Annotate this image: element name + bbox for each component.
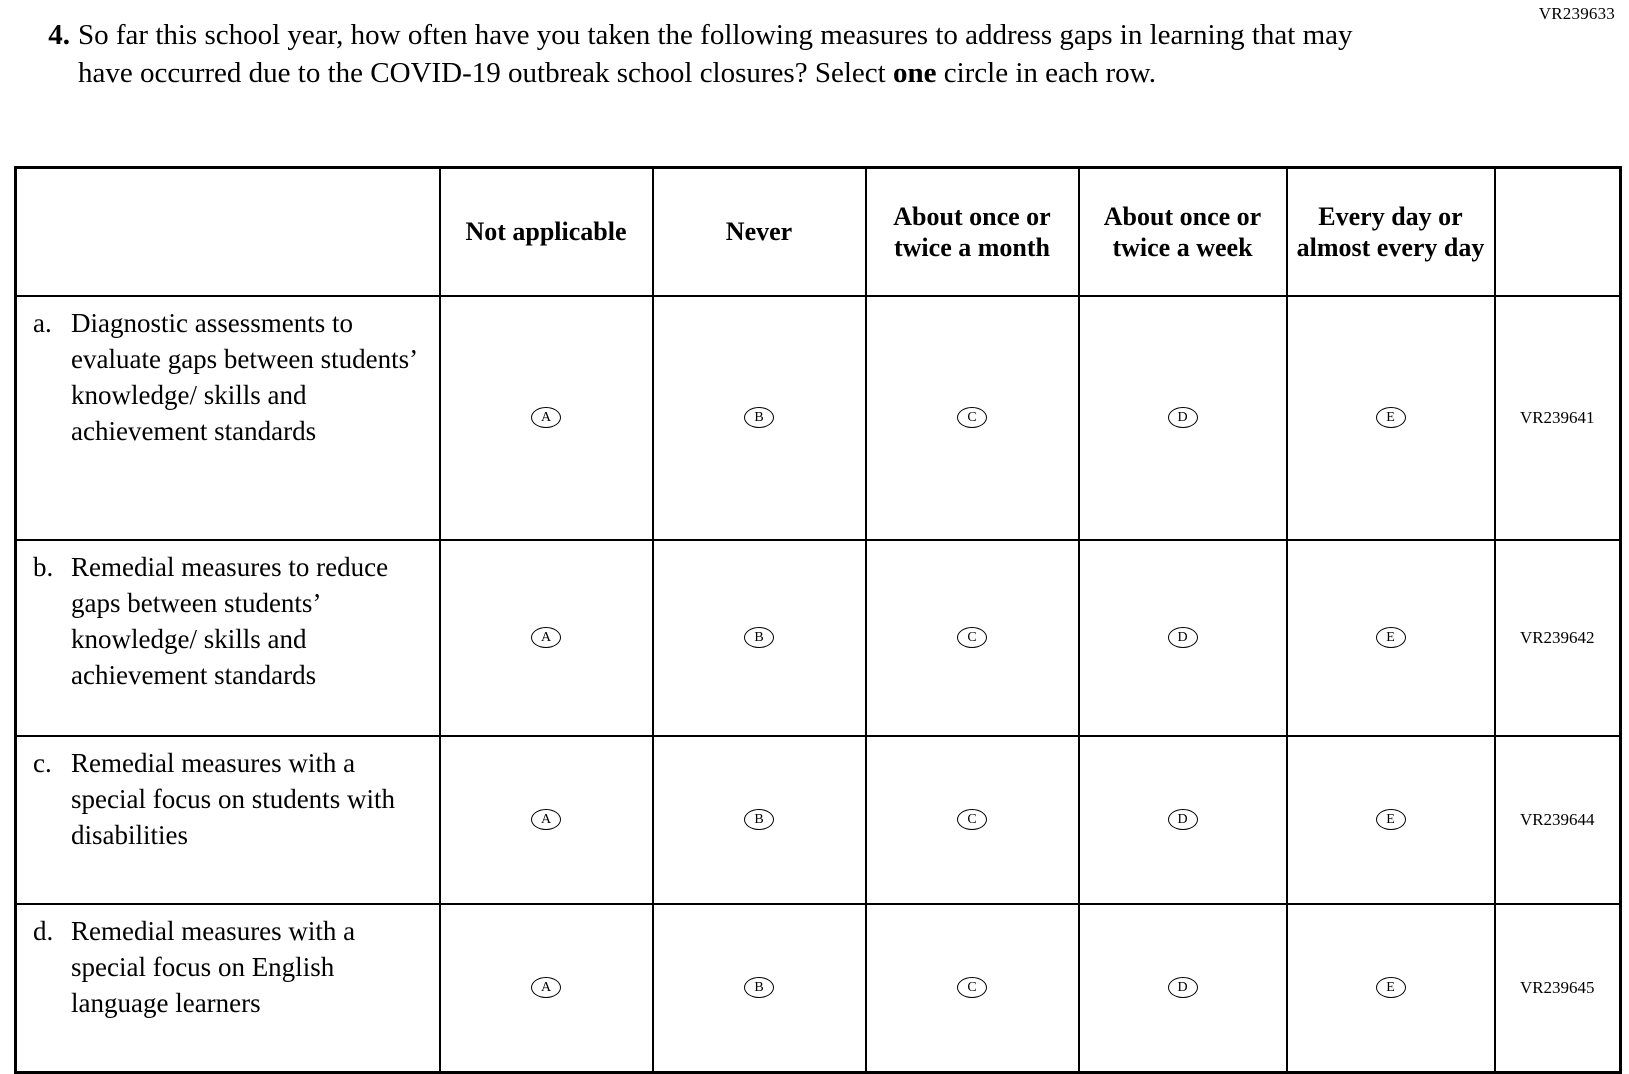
radio-bubble-a-B[interactable]: B (744, 407, 774, 428)
row-text-a: Diagnostic assessments to evaluate gaps between students’ knowledge/ skills and achievement standards (71, 307, 417, 446)
option-cell-d-3[interactable] (866, 904, 1079, 1073)
option-cell-c-1[interactable] (440, 736, 653, 904)
header-not-applicable: Not applicable (440, 168, 653, 296)
option-cell-c-2[interactable] (653, 736, 866, 904)
radio-bubble-b-B[interactable]: B (744, 627, 774, 648)
row-variable-id-b: VR239642 (1495, 540, 1621, 736)
header-row (16, 168, 1621, 296)
row-stem-b (16, 540, 440, 736)
header-never: Never (653, 168, 866, 296)
question-number: 4. (48, 19, 70, 51)
option-cell-c-5[interactable] (1287, 736, 1495, 904)
question-text-part2: circle in each row. (936, 57, 1156, 89)
row-letter-d: d. (33, 915, 54, 946)
matrix-body (16, 296, 1621, 1073)
row-text-c: Remedial measures with a special focus on students with disabilities (71, 747, 395, 850)
header-blank-right (1495, 168, 1621, 296)
option-cell-a-4[interactable] (1079, 296, 1287, 540)
option-cell-a-2[interactable] (653, 296, 866, 540)
radio-bubble-c-E[interactable]: E (1376, 809, 1406, 830)
radio-bubble-b-E[interactable]: E (1376, 627, 1406, 648)
row-stem-c (16, 736, 440, 904)
row-text-d: Remedial measures with a special focus on English language learners (71, 915, 356, 1018)
option-cell-b-1[interactable] (440, 540, 653, 736)
option-cell-d-2[interactable] (653, 904, 866, 1073)
table-row (16, 296, 1621, 540)
radio-bubble-a-D[interactable]: D (1168, 407, 1198, 428)
radio-bubble-d-B[interactable]: B (744, 977, 774, 998)
row-letter-b: b. (33, 551, 54, 582)
option-cell-d-1[interactable] (440, 904, 653, 1073)
question-text (78, 16, 1398, 92)
option-cell-a-3[interactable] (866, 296, 1079, 540)
radio-bubble-b-A[interactable]: A (531, 627, 561, 648)
option-cell-c-4[interactable] (1079, 736, 1287, 904)
matrix-header (16, 168, 1621, 296)
header-every-day: Every day or almost every day (1287, 168, 1495, 296)
option-cell-b-2[interactable] (653, 540, 866, 736)
option-cell-b-5[interactable] (1287, 540, 1495, 736)
radio-bubble-d-E[interactable]: E (1376, 977, 1406, 998)
question-block (36, 16, 1456, 92)
table-row (16, 904, 1621, 1073)
radio-bubble-c-C[interactable]: C (957, 809, 987, 830)
row-text-b: Remedial measures to reduce gaps between students’ knowledge/ skills and achievement standards (71, 551, 389, 690)
radio-bubble-d-A[interactable]: A (531, 977, 561, 998)
row-variable-id-d: VR239645 (1495, 904, 1621, 1073)
page-variable-id: VR239633 (1538, 4, 1615, 23)
response-matrix (14, 166, 1622, 1074)
option-cell-d-5[interactable] (1287, 904, 1495, 1073)
radio-bubble-b-C[interactable]: C (957, 627, 987, 648)
option-cell-a-5[interactable] (1287, 296, 1495, 540)
question-text-emphasis: one (892, 57, 937, 89)
option-cell-d-4[interactable] (1079, 904, 1287, 1073)
radio-bubble-a-C[interactable]: C (957, 407, 987, 428)
option-cell-a-1[interactable] (440, 296, 653, 540)
row-stem-d (16, 904, 440, 1073)
radio-bubble-a-E[interactable]: E (1376, 407, 1406, 428)
option-cell-b-3[interactable] (866, 540, 1079, 736)
radio-bubble-d-C[interactable]: C (957, 977, 987, 998)
header-once-twice-month: About once or twice a month (866, 168, 1079, 296)
row-stem-a (16, 296, 440, 540)
table-row (16, 736, 1621, 904)
radio-bubble-c-B[interactable]: B (744, 809, 774, 830)
header-once-twice-week: About once or twice a week (1079, 168, 1287, 296)
row-letter-c: c. (33, 747, 52, 778)
radio-bubble-c-D[interactable]: D (1168, 809, 1198, 830)
header-blank-left (16, 168, 440, 296)
option-cell-c-3[interactable] (866, 736, 1079, 904)
row-variable-id-c: VR239644 (1495, 736, 1621, 904)
row-variable-id-a: VR239641 (1495, 296, 1621, 540)
option-cell-b-4[interactable] (1079, 540, 1287, 736)
table-row (16, 540, 1621, 736)
question-text-part1: So far this school year, how often have you taken the following measures to address gaps in learning that may have occurred due to the COVID-19 outbreak school closures? Select (78, 19, 1353, 89)
radio-bubble-b-D[interactable]: D (1168, 627, 1198, 648)
radio-bubble-a-A[interactable]: A (531, 407, 561, 428)
radio-bubble-c-A[interactable]: A (531, 809, 561, 830)
radio-bubble-d-D[interactable]: D (1168, 977, 1198, 998)
row-letter-a: a. (33, 307, 52, 338)
